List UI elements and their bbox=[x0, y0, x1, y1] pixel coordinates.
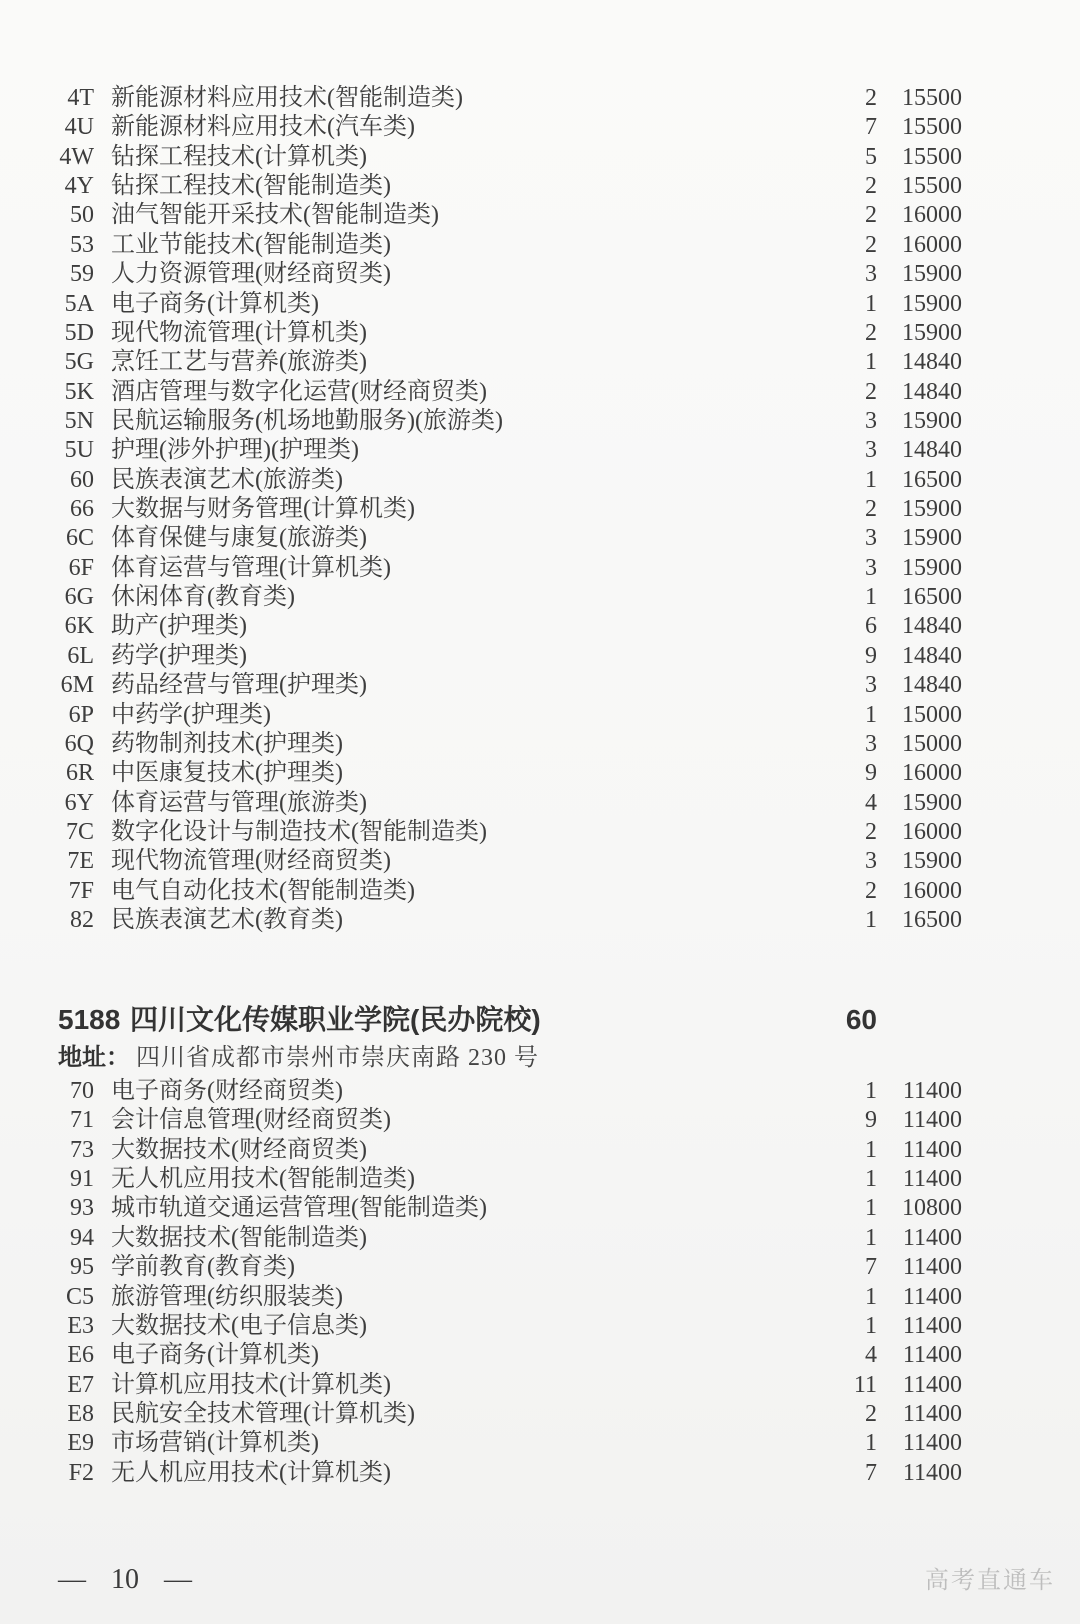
plan-count: 3 bbox=[865, 554, 877, 581]
plan-count: 2 bbox=[865, 496, 877, 523]
major-code: E7 bbox=[67, 1371, 94, 1398]
table-row bbox=[58, 524, 962, 553]
tuition-fee: 15900 bbox=[902, 407, 962, 434]
plan-count: 2 bbox=[865, 202, 877, 229]
major-name: 无人机应用技术(智能制造类) bbox=[111, 1166, 415, 1193]
major-code: 71 bbox=[70, 1107, 94, 1134]
table-row bbox=[58, 1371, 962, 1400]
major-code: 93 bbox=[70, 1195, 94, 1222]
major-name: 民族表演艺术(旅游类) bbox=[111, 466, 343, 493]
major-name: 体育运营与管理(旅游类) bbox=[111, 789, 367, 816]
table-row bbox=[58, 1341, 962, 1370]
major-code: 7E bbox=[67, 848, 94, 875]
tuition-fee: 11400 bbox=[902, 1224, 962, 1251]
major-code: 5G bbox=[64, 349, 94, 376]
table-row bbox=[58, 818, 962, 847]
major-name: 无人机应用技术(计算机类) bbox=[111, 1459, 391, 1486]
tuition-fee: 16000 bbox=[902, 877, 962, 904]
plan-count: 1 bbox=[865, 466, 877, 493]
plan-count: 1 bbox=[865, 1283, 877, 1310]
table-row bbox=[58, 84, 962, 113]
major-code: 6G bbox=[64, 584, 94, 611]
major-code: 4U bbox=[64, 114, 94, 141]
plan-count: 3 bbox=[865, 437, 877, 464]
plan-count: 2 bbox=[865, 319, 877, 346]
school-total-plan: 60 bbox=[845, 1004, 877, 1035]
table-row bbox=[58, 319, 962, 348]
major-name: 助产(护理类) bbox=[111, 613, 247, 640]
table-row bbox=[58, 642, 962, 671]
table-row bbox=[58, 1429, 962, 1458]
table-row bbox=[58, 172, 962, 201]
plan-count: 9 bbox=[865, 1107, 877, 1134]
major-name: 电子商务(财经商贸类) bbox=[111, 1078, 343, 1104]
major-code: 66 bbox=[70, 496, 94, 523]
major-code: 60 bbox=[70, 466, 94, 493]
tuition-fee: 14840 bbox=[902, 378, 962, 405]
major-name: 数字化设计与制造技术(智能制造类) bbox=[111, 818, 487, 845]
major-code: 6F bbox=[68, 554, 94, 581]
major-code: 59 bbox=[70, 261, 94, 288]
tuition-fee: 11400 bbox=[902, 1312, 962, 1339]
table-row bbox=[58, 906, 962, 935]
major-code: E8 bbox=[67, 1400, 94, 1427]
major-name: 现代物流管理(计算机类) bbox=[111, 319, 367, 346]
major-name: 民族表演艺术(教育类) bbox=[111, 907, 343, 934]
major-name: 药品经营与管理(护理类) bbox=[111, 672, 367, 699]
table-row bbox=[58, 113, 962, 142]
major-name: 酒店管理与数字化运营(财经商贸类) bbox=[111, 378, 487, 405]
tuition-fee: 10800 bbox=[902, 1195, 962, 1222]
tuition-fee: 15900 bbox=[902, 261, 962, 288]
tuition-fee: 15500 bbox=[902, 114, 962, 141]
tuition-fee: 16000 bbox=[902, 202, 962, 229]
table-row bbox=[58, 759, 962, 788]
table-row bbox=[58, 1224, 962, 1253]
address-text: 四川省成都市崇州市崇庆南路 230 号 bbox=[136, 1045, 539, 1071]
tuition-fee: 11400 bbox=[902, 1254, 962, 1281]
table-row bbox=[58, 847, 962, 876]
table-row bbox=[58, 1136, 962, 1165]
major-name: 大数据与财务管理(计算机类) bbox=[111, 496, 415, 523]
plan-count: 3 bbox=[865, 672, 877, 699]
major-name: 休闲体育(教育类) bbox=[111, 584, 295, 611]
tuition-fee: 11400 bbox=[902, 1166, 962, 1193]
major-code: F2 bbox=[68, 1459, 94, 1486]
tuition-fee: 14840 bbox=[902, 613, 962, 640]
major-code: 94 bbox=[70, 1224, 94, 1251]
major-name: 大数据技术(电子信息类) bbox=[111, 1312, 367, 1339]
major-name: 人力资源管理(财经商贸类) bbox=[111, 261, 391, 288]
major-code: 6K bbox=[64, 613, 94, 640]
table-row bbox=[58, 231, 962, 260]
table-row bbox=[58, 495, 962, 524]
tuition-fee: 15000 bbox=[902, 701, 962, 728]
major-code: 6R bbox=[65, 760, 94, 787]
major-name: 药物制剂技术(护理类) bbox=[111, 730, 343, 757]
major-name: 中医康复技术(护理类) bbox=[111, 760, 343, 787]
plan-count: 7 bbox=[865, 1254, 877, 1281]
table-row bbox=[58, 554, 962, 583]
major-name: 旅游管理(纺织服装类) bbox=[111, 1283, 343, 1310]
major-name: 新能源材料应用技术(汽车类) bbox=[111, 114, 415, 141]
major-code: 6C bbox=[65, 525, 94, 552]
tuition-fee: 16500 bbox=[902, 466, 962, 493]
major-code: 73 bbox=[70, 1136, 94, 1163]
major-name: 大数据技术(财经商贸类) bbox=[111, 1136, 367, 1163]
tuition-fee: 16500 bbox=[902, 907, 962, 934]
address-label: 地址： bbox=[58, 1044, 130, 1071]
tuition-fee: 15900 bbox=[902, 848, 962, 875]
major-name: 会计信息管理(财经商贸类) bbox=[111, 1107, 391, 1134]
table-row bbox=[58, 407, 962, 436]
major-code: 6L bbox=[67, 642, 94, 669]
plan-count: 2 bbox=[865, 378, 877, 405]
major-code: 6Y bbox=[64, 789, 94, 816]
tuition-fee: 15900 bbox=[902, 525, 962, 552]
tuition-fee: 14840 bbox=[902, 437, 962, 464]
major-name: 计算机应用技术(计算机类) bbox=[111, 1371, 391, 1398]
plan-count: 2 bbox=[865, 818, 877, 845]
tuition-fee: 15900 bbox=[902, 789, 962, 816]
plan-count: 4 bbox=[865, 1342, 877, 1369]
plan-count: 3 bbox=[865, 730, 877, 757]
major-name: 钻探工程技术(智能制造类) bbox=[111, 173, 391, 200]
major-name: 现代物流管理(财经商贸类) bbox=[111, 848, 391, 875]
table-row bbox=[58, 701, 962, 730]
plan-count: 1 bbox=[865, 1195, 877, 1222]
major-name: 新能源材料应用技术(智能制造类) bbox=[111, 85, 463, 111]
table-row bbox=[58, 730, 962, 759]
plan-count: 3 bbox=[865, 525, 877, 552]
major-name: 学前教育(教育类) bbox=[111, 1254, 295, 1281]
tuition-fee: 16000 bbox=[902, 760, 962, 787]
major-table-block-1 bbox=[58, 84, 962, 935]
table-row bbox=[58, 671, 962, 700]
table-row bbox=[58, 1165, 962, 1194]
plan-count: 6 bbox=[865, 613, 877, 640]
plan-count: 1 bbox=[865, 1078, 877, 1104]
major-table-block-2 bbox=[58, 1077, 962, 1488]
footer-left-dash: — bbox=[58, 1564, 86, 1595]
tuition-fee: 15900 bbox=[902, 554, 962, 581]
major-name: 民航安全技术管理(计算机类) bbox=[111, 1400, 415, 1427]
major-code: 5K bbox=[64, 378, 94, 405]
tuition-fee: 15900 bbox=[902, 290, 962, 317]
table-row bbox=[58, 436, 962, 465]
major-code: 4Y bbox=[64, 173, 94, 200]
tuition-fee: 11400 bbox=[902, 1107, 962, 1134]
tuition-fee: 16500 bbox=[902, 584, 962, 611]
tuition-fee: 15000 bbox=[902, 730, 962, 757]
table-row bbox=[58, 1194, 962, 1223]
footer-right-dash: — bbox=[164, 1564, 192, 1595]
table-row bbox=[58, 1312, 962, 1341]
plan-count: 1 bbox=[865, 701, 877, 728]
major-code: 95 bbox=[70, 1254, 94, 1281]
major-code: 5N bbox=[64, 407, 94, 434]
major-code: 4W bbox=[59, 143, 94, 170]
major-name: 体育保健与康复(旅游类) bbox=[111, 525, 367, 552]
tuition-fee: 16000 bbox=[902, 818, 962, 845]
tuition-fee: 11400 bbox=[902, 1371, 962, 1398]
tuition-fee: 15900 bbox=[902, 319, 962, 346]
tuition-fee: 11400 bbox=[902, 1342, 962, 1369]
major-code: 5U bbox=[64, 437, 94, 464]
major-code: 53 bbox=[70, 231, 94, 258]
plan-count: 3 bbox=[865, 848, 877, 875]
major-code: E3 bbox=[67, 1312, 94, 1339]
major-code: 82 bbox=[70, 907, 94, 934]
plan-count: 2 bbox=[865, 231, 877, 258]
tuition-fee: 14840 bbox=[902, 672, 962, 699]
tuition-fee: 11400 bbox=[902, 1136, 962, 1163]
major-code: 5A bbox=[64, 290, 94, 317]
major-code: E9 bbox=[67, 1430, 94, 1457]
plan-count: 1 bbox=[865, 1312, 877, 1339]
table-row bbox=[58, 201, 962, 230]
plan-count: 2 bbox=[865, 877, 877, 904]
table-row bbox=[58, 1283, 962, 1312]
plan-count: 1 bbox=[865, 349, 877, 376]
table-row bbox=[58, 290, 962, 319]
major-code: 5D bbox=[64, 319, 94, 346]
major-name: 民航运输服务(机场地勤服务)(旅游类) bbox=[111, 407, 503, 434]
page-number-footer bbox=[58, 1563, 192, 1597]
school-address-line bbox=[58, 1042, 962, 1074]
major-code: 6M bbox=[60, 672, 94, 699]
table-row bbox=[58, 583, 962, 612]
table-row bbox=[58, 1400, 962, 1429]
table-row bbox=[58, 612, 962, 641]
page-number: 10 bbox=[111, 1564, 139, 1595]
school-name: 四川文化传媒职业学院(民办院校) bbox=[130, 1004, 541, 1035]
school-fee-spacer bbox=[877, 1001, 962, 1039]
major-name: 体育运营与管理(计算机类) bbox=[111, 554, 391, 581]
major-code: 4T bbox=[67, 85, 94, 111]
plan-count: 4 bbox=[865, 789, 877, 816]
tuition-fee: 11400 bbox=[902, 1400, 962, 1427]
major-name: 大数据技术(智能制造类) bbox=[111, 1224, 367, 1251]
tuition-fee: 11400 bbox=[902, 1459, 962, 1486]
tuition-fee: 15500 bbox=[902, 143, 962, 170]
school-heading bbox=[58, 1001, 962, 1039]
plan-count: 1 bbox=[865, 584, 877, 611]
table-row bbox=[58, 143, 962, 172]
table-row bbox=[58, 348, 962, 377]
plan-count: 1 bbox=[865, 1224, 877, 1251]
tuition-fee: 15500 bbox=[902, 85, 962, 111]
major-name: 市场营销(计算机类) bbox=[111, 1430, 319, 1457]
plan-count: 7 bbox=[865, 114, 877, 141]
tuition-fee: 11400 bbox=[902, 1430, 962, 1457]
major-code: 7F bbox=[68, 877, 94, 904]
plan-count: 1 bbox=[865, 1430, 877, 1457]
school-code: 5188 bbox=[58, 1004, 121, 1035]
tuition-fee: 15900 bbox=[902, 496, 962, 523]
major-name: 电子商务(计算机类) bbox=[111, 290, 319, 317]
table-row bbox=[58, 260, 962, 289]
major-name: 烹饪工艺与营养(旅游类) bbox=[111, 349, 367, 376]
major-name: 城市轨道交通运营管理(智能制造类) bbox=[111, 1195, 487, 1222]
major-code: 70 bbox=[70, 1078, 94, 1104]
plan-count: 2 bbox=[865, 1400, 877, 1427]
tuition-fee: 16000 bbox=[902, 231, 962, 258]
plan-count: 2 bbox=[865, 85, 877, 111]
plan-count: 9 bbox=[865, 642, 877, 669]
plan-count: 5 bbox=[865, 143, 877, 170]
plan-count: 1 bbox=[865, 1136, 877, 1163]
major-name: 药学(护理类) bbox=[111, 642, 247, 669]
table-row bbox=[58, 466, 962, 495]
major-name: 工业节能技术(智能制造类) bbox=[111, 231, 391, 258]
major-name: 中药学(护理类) bbox=[111, 701, 271, 728]
major-name: 电子商务(计算机类) bbox=[111, 1342, 319, 1369]
plan-count: 3 bbox=[865, 407, 877, 434]
tuition-fee: 11400 bbox=[902, 1078, 962, 1104]
plan-count: 9 bbox=[865, 760, 877, 787]
tuition-fee: 11400 bbox=[902, 1283, 962, 1310]
major-name: 电气自动化技术(智能制造类) bbox=[111, 877, 415, 904]
major-code: 91 bbox=[70, 1166, 94, 1193]
plan-count: 1 bbox=[865, 1166, 877, 1193]
plan-count: 3 bbox=[865, 261, 877, 288]
table-row bbox=[58, 789, 962, 818]
major-name: 钻探工程技术(计算机类) bbox=[111, 143, 367, 170]
major-code: C5 bbox=[65, 1283, 94, 1310]
tuition-fee: 15500 bbox=[902, 173, 962, 200]
watermark-text: 高考直通车 bbox=[925, 1567, 1055, 1594]
table-row bbox=[58, 378, 962, 407]
tuition-fee: 14840 bbox=[902, 349, 962, 376]
plan-count: 11 bbox=[853, 1371, 877, 1398]
table-row bbox=[58, 1106, 962, 1135]
plan-count: 1 bbox=[865, 290, 877, 317]
major-name: 护理(涉外护理)(护理类) bbox=[111, 437, 359, 464]
major-code: E6 bbox=[67, 1342, 94, 1369]
tuition-fee: 14840 bbox=[902, 642, 962, 669]
plan-count: 1 bbox=[865, 907, 877, 934]
table-row bbox=[58, 1459, 962, 1488]
major-code: 50 bbox=[70, 202, 94, 229]
table-row bbox=[58, 1077, 962, 1106]
major-name: 油气智能开采技术(智能制造类) bbox=[111, 202, 439, 229]
table-row bbox=[58, 877, 962, 906]
table-row bbox=[58, 1253, 962, 1282]
plan-count: 2 bbox=[865, 173, 877, 200]
plan-count: 7 bbox=[865, 1459, 877, 1486]
major-code: 6P bbox=[68, 701, 94, 728]
major-code: 6Q bbox=[64, 730, 94, 757]
major-code: 7C bbox=[65, 818, 94, 845]
